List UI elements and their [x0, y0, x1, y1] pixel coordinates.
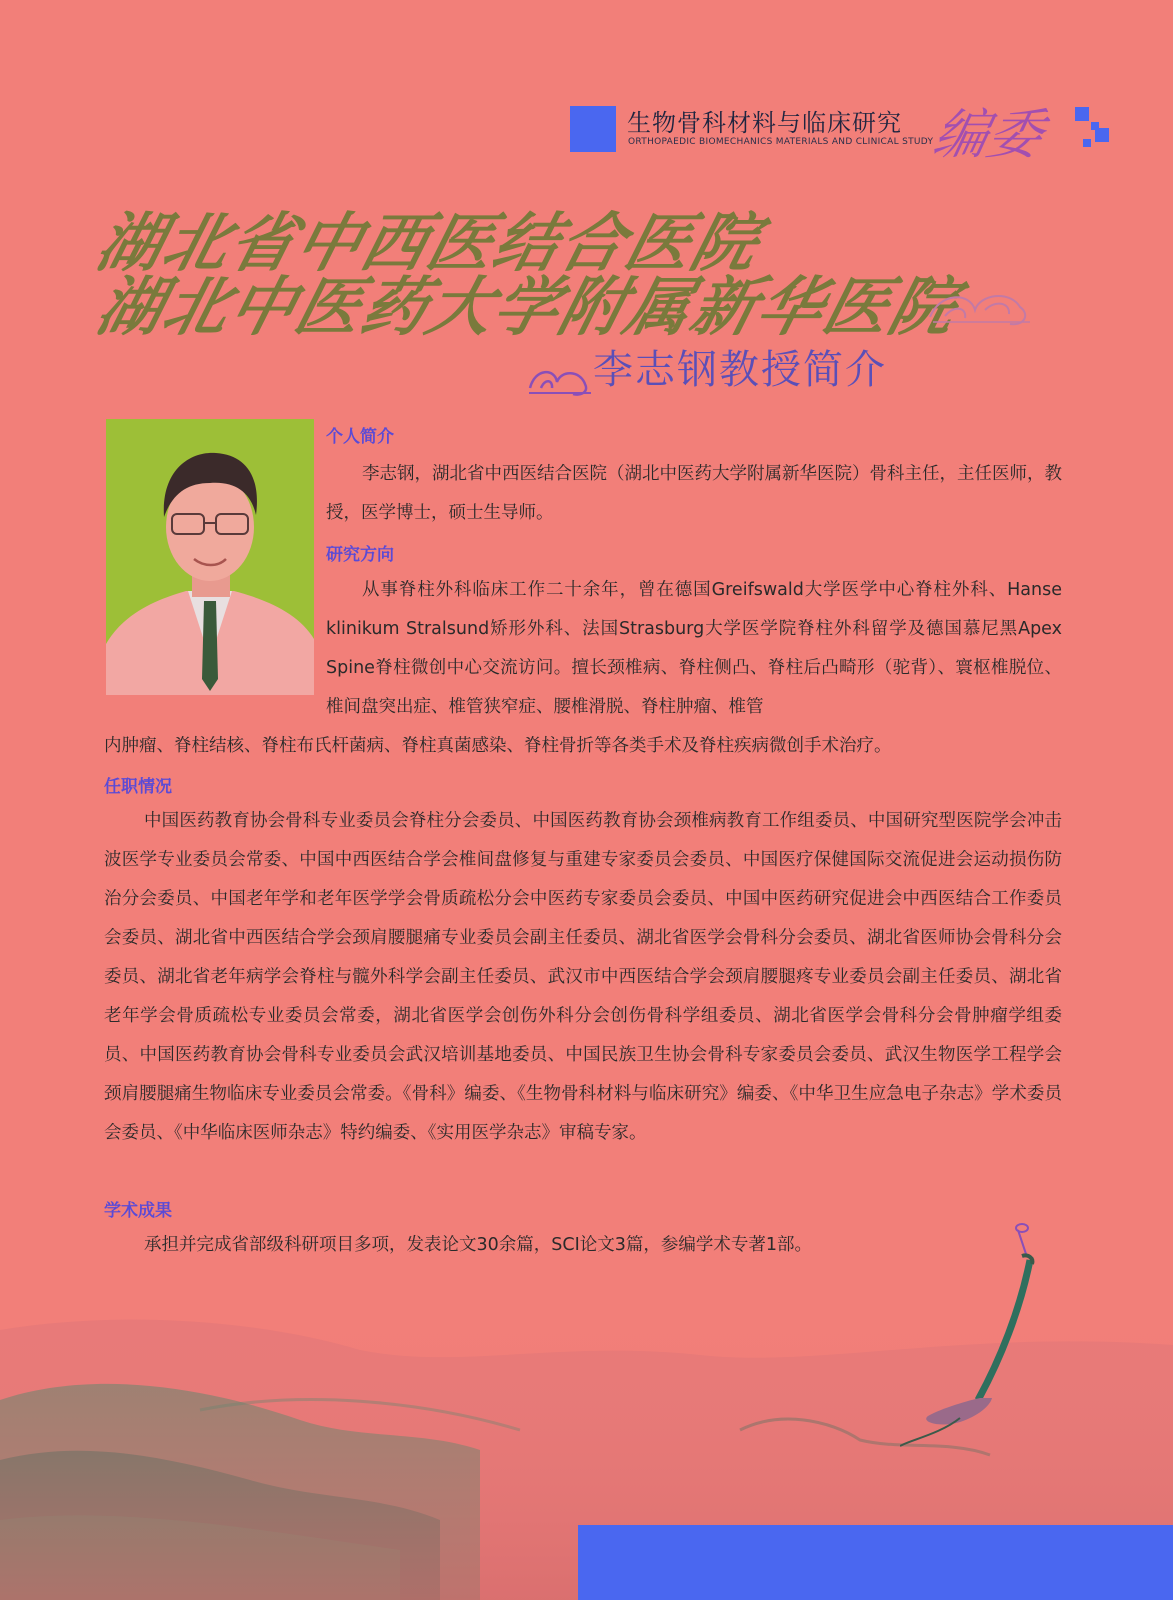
portrait-photo — [106, 419, 314, 695]
section-heading-personal: 个人简介 — [326, 427, 394, 447]
section-heading-research: 研究方向 — [326, 545, 394, 565]
hospital-name-line1: 湖北省中西医结合医院 — [89, 206, 768, 281]
section-heading-achievements: 学术成果 — [104, 1201, 172, 1221]
footer-bar — [578, 1525, 1173, 1600]
cloud-icon — [525, 360, 595, 400]
section-heading-positions: 任职情况 — [104, 777, 172, 797]
section-mark: 编委 — [927, 103, 1049, 166]
cloud-icon — [925, 282, 1035, 332]
research-text-b: 内肿瘤、脊柱结核、脊柱布氏杆菌病、脊柱真菌感染、脊柱骨折等各类手术及脊柱疾病微创手术治疗。 — [104, 736, 892, 756]
positions-text: 中国医药教育协会骨科专业委员会脊柱分会委员、中国医药教育协会颈椎病教育工作组委员、中国研究型医院学会冲击波医学专业委员会常委、中国中西医结合学会椎间盘修复与重建专家委员会委员、中国医疗保健国际交流促进会运动损伤防治分会委员、中国老年学和老年医学学会骨质疏松分会中医药专家委员会委员、中国中医药研究促进会中西医结合工作委员会委员、湖北省中西医结合学会颈肩腰腿痛专业委员会副主任委员、湖北省医学会骨科分会委员、湖北省医师协会骨科分会委员、湖北省老年病学会脊柱与髋外科学会副主任委员、武汉市中西医结合学会颈肩腰腿疼专业委员会副主任委员、湖北省老年学会骨质疏松专业委员会常委，湖北省医学会创伤外科分会创伤骨科学组委员、湖北省医学会骨科分会骨肿瘤学组委员、中国医药教育协会骨科专业委员会武汉培训基地委员、中国民族卫生协会骨科专家委员会委员、武汉生物医学工程学会颈肩腰腿痛生物临床专业委员会常委。《骨科》编委、《生物骨科材料与临床研究》编委、《中华卫生应急电子杂志》学术委员会委员、《中华临床医师杂志》特约编委、《实用医学杂志》审稿专家。 — [104, 811, 1062, 1143]
research-text-a: 从事脊柱外科临床工作二十余年，曾在德国Greifswald大学医学中心脊柱外科、Hanse klinikum Stralsund矫形外科、法国Strasburg大学医学院脊柱外科留学及德国慕尼黑Apex Spine脊柱微创中心交流访问。擅长颈椎病、脊柱侧凸、脊柱后凸畸形（驼背）、寰枢椎脱位、椎间盘突出症、椎管狭窄症、腰椎滑脱、脊柱肿瘤、椎管 — [326, 580, 1062, 717]
hospital-name-line2: 湖北中医药大学附属新华医院 — [89, 270, 966, 345]
profile-title: 李志钢教授简介 — [593, 347, 887, 393]
personal-text: 李志钢，湖北省中西医结合医院（湖北中医药大学附属新华医院）骨科主任，主任医师，教授，医学博士，硕士生导师。 — [326, 464, 1062, 523]
journal-title: 生物骨科材料与临床研究 — [627, 109, 902, 137]
journal-subtitle: ORTHOPAEDIC BIOMECHANICS MATERIALS AND CLINICAL STUDY — [628, 137, 934, 147]
brush-icon — [900, 1220, 1070, 1450]
header-square-icon — [570, 106, 616, 152]
achievements-text: 承担并完成省部级科研项目多项，发表论文30余篇，SCI论文3篇，参编学术专著1部。 — [144, 1235, 813, 1255]
